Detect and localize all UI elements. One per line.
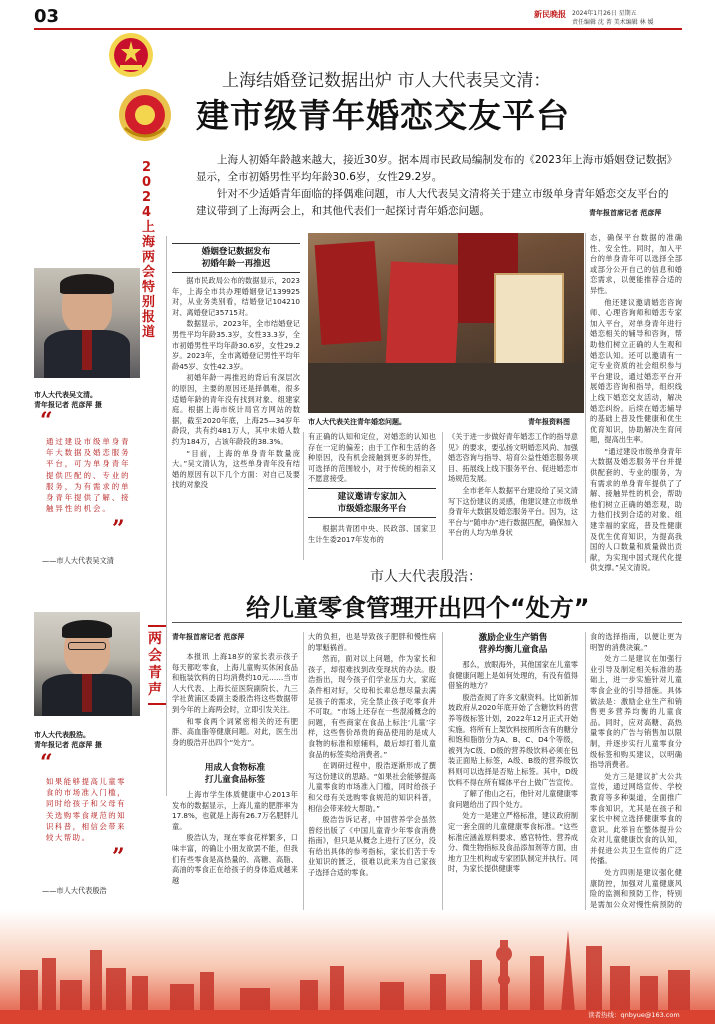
article2-col3-p3: 了解了他山之石，他针对儿童健康零食问题给出了四个处方。: [448, 789, 578, 809]
article2-col4-p3: 处方三是建议扩大公共宣传，通过网络宣传、学校教育等多种渠道，全面推广零食知识，尤其是在孩子和家长中树立选择健康零食的意识。此举旨在整体提升公众对儿童健康饮食的认知，并促进公共卫生宣传的广泛传播。: [590, 771, 682, 866]
article1-lead-p2: 针对不少适婚青年面临的择偶难问题，市人大代表吴文清将关于建立市级单身青年婚恋交友平台的建议带到了上海两会上，和其他代表们一起探讨青年婚恋问题。: [196, 188, 669, 217]
paper-logo: 新民晚报: [534, 9, 566, 19]
page-number: 03: [34, 6, 60, 27]
article1-col4-p3: “通过建设市级单身青年大数据及婚恋服务平台并提供配套的、专业的服务，为有需求的单身青年提供了了解、接触异性的机会，帮助他们树立正确的婚恋观，助力他们找到合适的对象、组建幸福的家庭，普及性健康及优生优育知识，为提高我国的人口数量和质量做出贡献，为实现中国式现代化提供支撑。”吴文清说。: [590, 446, 682, 573]
article2-byline: 青年报首席记者 范彦萍: [172, 633, 245, 641]
article1-col2b-p1: 根据共青团中央、民政部、国家卫生计生委2017年发布的: [308, 524, 436, 544]
yin-photo-caption-text: 市人大代表殷浩。 青年报记者 范彦萍 摄: [34, 731, 102, 749]
article2-col1b-p1: 上海市学生体质健康中心2013年发布的数据显示，上海儿童的肥胖率为17.8%，也就是上海有26.7万名肥胖儿童。: [172, 790, 298, 831]
wu-photo-caption-text: 市人大代表吴文清。 青年报记者 范彦萍 摄: [34, 391, 102, 409]
article2-headline: 给儿童零食管理开出四个“处方”: [246, 594, 590, 622]
side-banner-top-text: 2024上海两会特别报道: [142, 160, 156, 340]
quote-open-icon: “: [40, 408, 53, 434]
divider: [442, 632, 443, 932]
article1-section1-title: [172, 243, 300, 273]
article1-col2-p1: 有正确的认知和定位，对婚恋的认知也存在一定的偏差；由于工作和生活的各种原因，没有机会接触到更多的异性，可选择的范围较小，对于传统的相亲又不愿意接受。: [308, 432, 436, 484]
quote-open-icon-2: “: [40, 750, 53, 776]
article1-col4-p2: 他还建议邀请婚恋咨询师、心理咨询师和婚恋专家加入平台，对单身青年进行婚恋相关的辅导和咨询，帮助他们树立正确的人生观和婚恋认知。还可以邀请有一定专业资质的社会组织参与平台建设，通过婚恋平台开展婚恋咨询和指导，组织线上线下婚恋交友活动，解决婚恋纠纷。后续在婚恋辅导的基础上普及性健康和优生优育知识，协助解决生育问题，提高出生率。: [590, 297, 682, 445]
date-line: 2024年1月26日 星期五: [572, 10, 637, 17]
emblem-icon: [108, 32, 154, 78]
article2-section1-title-text: 用成人食物标准 打儿童食品标签: [204, 763, 266, 785]
article2-col2-p1: 大的负担，也是导致孩子肥胖和慢性病的罪魁祸首。: [308, 632, 436, 652]
article1-col3-p2: 全市老年人数据平台建设给了吴文清写下这份建议的灵感，他建议建立市级单身青年大数据及婚恋服务平台。因为，这平台与“随申办”进行数据匹配，确保加入平台的人均为单身状: [448, 485, 578, 538]
quote-close-icon: ”: [112, 516, 125, 542]
article1-section1-title-text: 婚姻登记数据发布 初婚年龄一再推迟: [201, 247, 271, 269]
quote-close-icon-2: ”: [112, 844, 125, 870]
article1-col2b: [308, 524, 436, 546]
divider: [585, 233, 586, 563]
divider: [442, 432, 443, 560]
article1-headline: 建市级青年婚恋交友平台: [196, 96, 570, 135]
article1-photo-credit: 青年报资料图: [528, 418, 570, 426]
article2-col3: [448, 660, 578, 876]
article1-col1: [172, 276, 300, 492]
skyline-illustration: [0, 910, 715, 1024]
wu-wenqing-photo: [34, 268, 140, 378]
article1-byline: 青年报首席记者 范彦萍: [589, 209, 662, 217]
article2-section2-title-text: 激励企业生产销售 营养均衡儿童食品: [478, 633, 548, 655]
article2-col4-p4: 处方四则是建议强化健康防控，加强对儿童健康风险的监测和预防工作，特别是需加公众对慢性病预防的: [590, 868, 682, 909]
article2-col2-p2: 然而，面对以上问题，作为家长和孩子，却很难找到改变现状的办法。殷浩指出，现今孩子们学业压力大，家庭条件相对好，父母和长辈总想尽量去满足孩子的需求，完全禁止孩子吃零食并不可取。“市场上还存在一些混淆概念的问题，有些商家在食品上标注‘儿童’字样，这些售价昂贵的商品使用的是成人食物的标准和原辅料，最后却打着儿童食品的标签卖给消费者。”: [308, 654, 436, 759]
yin-photo-caption: [34, 720, 144, 750]
divider: [303, 632, 304, 932]
article2-col2: [308, 632, 436, 880]
article2-col2-p3: 在调研过程中，殷浩逐渐形成了撰写这份建议的思路。“如果社会能够提高儿童零食的市场准入门槛，同时给孩子和父母有关选购零食规范的知识科普，相信会带来较大帮助。”: [308, 761, 436, 813]
footer-contact: 读者热线：qnbyue@163.com: [588, 1011, 680, 1019]
side-banner-bottom-text: 两会青声: [148, 631, 162, 698]
article1-col1-p4: “目前，上海的单身青年数量庞大。”吴文清认为，这些单身青年没有结婚的原因有以下几个方面：对自己及要找的对象没: [172, 448, 300, 490]
article2-col3-p1: 那么，放眼海外，其他国家在儿童零食健康问题上是如何处理的，有没有值得借鉴的地方？: [448, 660, 578, 691]
article1-col1-p3: 初婚年龄一再推迟的背后有深层次的原因，主要的原因还是择偶难，很多适婚年龄的青年没有找到对象、组建家庭。根据上海市统计局官方网站的数据，截至2020年底，上海25—34岁年龄段，共有约481万人，其中未婚人数约为184万，占该年龄段的38.3%。: [172, 373, 300, 446]
article1-col1-p2: 数据显示，2023年，全市结婚登记男性平均年龄35.3岁，女性33.3岁，全市初婚男性平均年龄30.6岁，女性29.2岁。2023年，全市离婚登记男性平均年龄45岁、女性42.3岁。: [172, 319, 300, 371]
article2-col2-p4: 殷浩告诉记者，中国营养学会虽然曾经出版了《中国儿童青少年零食消费指南》，但只是从概念上进行了区分，没有给出具体的参考指标，家长们苦于专业知识的匮乏，很难以此来为自己家孩子选择合适的零食。: [308, 815, 436, 878]
article2-rule: [172, 622, 682, 623]
article1-section2-title: [308, 488, 436, 518]
wu-quote-sig: ——市人大代表吴文清: [42, 556, 114, 565]
editor-line: 责任编辑 沈 菁 美术编辑 林 媛: [572, 19, 654, 26]
article2-col1b: [172, 790, 298, 887]
article1-photo-caption: 市人大代表关注青年婚恋问题。: [308, 418, 406, 426]
article2-section1-title: [172, 762, 298, 786]
article2-col1b-p2: 殷浩认为，现在零食花样繁多，口味丰富，的确让小朋友欲罢不能，但我们有些零食是高热量的、高糖、高脂、高油的零食正在给孩子的身体造成越来越: [172, 833, 298, 885]
article1-section2-title-text: 建议邀请专家加入 市级婚恋服务平台: [337, 492, 407, 514]
article2-section2-title: [448, 632, 578, 656]
page-header: [0, 0, 715, 34]
article1-kicker: 上海结婚登记数据出炉 市人大代表吴文清：: [222, 71, 551, 91]
article2-col4-p2: 处方二是建议在加强行业引导及制定相关标准的基础上，进一步实施针对儿童零食企业的引导措施。具体做法是：激励企业生产和销售更多营养均衡的儿童食品。同时，应对高糖、高热量零食的广告与销售加以限制，并逐步实行儿童零食分级标签和购买建议，以明确指导消费者。: [590, 654, 682, 770]
article1-col3-p1: 《关于进一步做好青年婚恋工作的指导意见》的要求，要弘扬文明婚恋风尚、加强婚恋咨询与指导、培育公益性婚恋服务项目、拓展线上线下服务平台、促进婚恋市场规范发展。: [448, 432, 578, 484]
side-banner-bottom: [148, 625, 166, 705]
article1-col2: [308, 432, 436, 486]
wu-photo-caption: [34, 380, 144, 410]
divider: [303, 432, 304, 560]
article2-col3-p2: 殷浩查阅了许多文献资料。比如新加坡政府从2020年底开始了含糖饮料的营养等级标签计划，2022年12月正式开始实施。将所有上架饮料按照所含有的糖分和饱和脂肪分为A、B、C、D4个等级，被列为C级、D级的营养级饮料必须在包装正面贴上标签，A级、B级的营养级饮料则可以选择是否贴上标签。其中，D级饮料不得在所有媒体平台上做广告宣传。: [448, 692, 578, 787]
yin-quote: 如果能够提高儿童零食的市场准入门槛，同时给孩子和父母有关选购零食规范的知识科普，相信会带来较大帮助。: [46, 777, 127, 843]
article2-col4-p1: 食的选择指南，以便让更为明智的消费决策。”: [590, 632, 682, 652]
wu-quote: 通过建设市级单身青年大数据及婚恋服务平台，可为单身青年提供匹配的、专业的服务，为有需求的单身青年提供了解、接触异性的机会。: [46, 437, 131, 514]
yin-quote-sig: ——市人大代表殷浩: [42, 886, 107, 895]
article2-col1-p2: 和零食两个词紧密相关的还有肥胖、高血脂等健康问题。对此，医生出身的殷浩开出四个“处方”。: [172, 716, 298, 747]
side-banner-top: [142, 160, 156, 340]
article2-col3-p4: 处方一是建立严格标准，建议政府制定一套全面的儿童健康零食标准。“这些标准应涵盖原料要求、感官特性、营养成分、微生物指标及食品添加剂等方面，由地方卫生机构或专家团队制定并执行。同时，为家长提供健康零: [448, 811, 578, 874]
article1-lead-p1: 上海人初婚年龄越来越大，接近30岁。据本周市民政局编制发布的《2023年上海市婚姻登记数据》显示，全市初婚男性平均年龄30.6岁，女性29.2岁。: [196, 154, 672, 183]
article1-col4: [590, 233, 682, 575]
article1-col1-p1: 据市民政局公布的数据显示，2023年，上海全市共办理婚姻登记139925对，从业务类别看，结婚登记104210对、离婚登记35715对。: [172, 276, 300, 317]
article2-col4: [590, 632, 682, 943]
article1-col3: [448, 432, 578, 540]
article2-col1-p1: 本报讯 上海18岁的家长表示孩子每天都吃零食，上海儿童购买休闲食品和瓶装饮料的日均消费约10元……当市人大代表、上海长征医院副院长、九三学社黄浦区委副主委殷浩将这些数据带到今年的上海两会时，立即引发关注。: [172, 652, 298, 714]
article1-col4-p1: 态，确保平台数据的准确性、安全性。同时，加入平台的单身青年可以选择全部或部分公开自己的信息和婚恋需求，以便能推荐合适的异性。: [590, 233, 682, 295]
header-rule: [34, 28, 682, 30]
divider: [166, 236, 167, 796]
yin-hao-photo: [34, 612, 140, 716]
article1-photo: [308, 233, 584, 413]
divider: [585, 632, 586, 932]
article2-col1: [172, 652, 298, 749]
article2-kicker: 市人大代表殷浩：: [370, 569, 482, 585]
congress-emblem-icon: [118, 88, 172, 142]
